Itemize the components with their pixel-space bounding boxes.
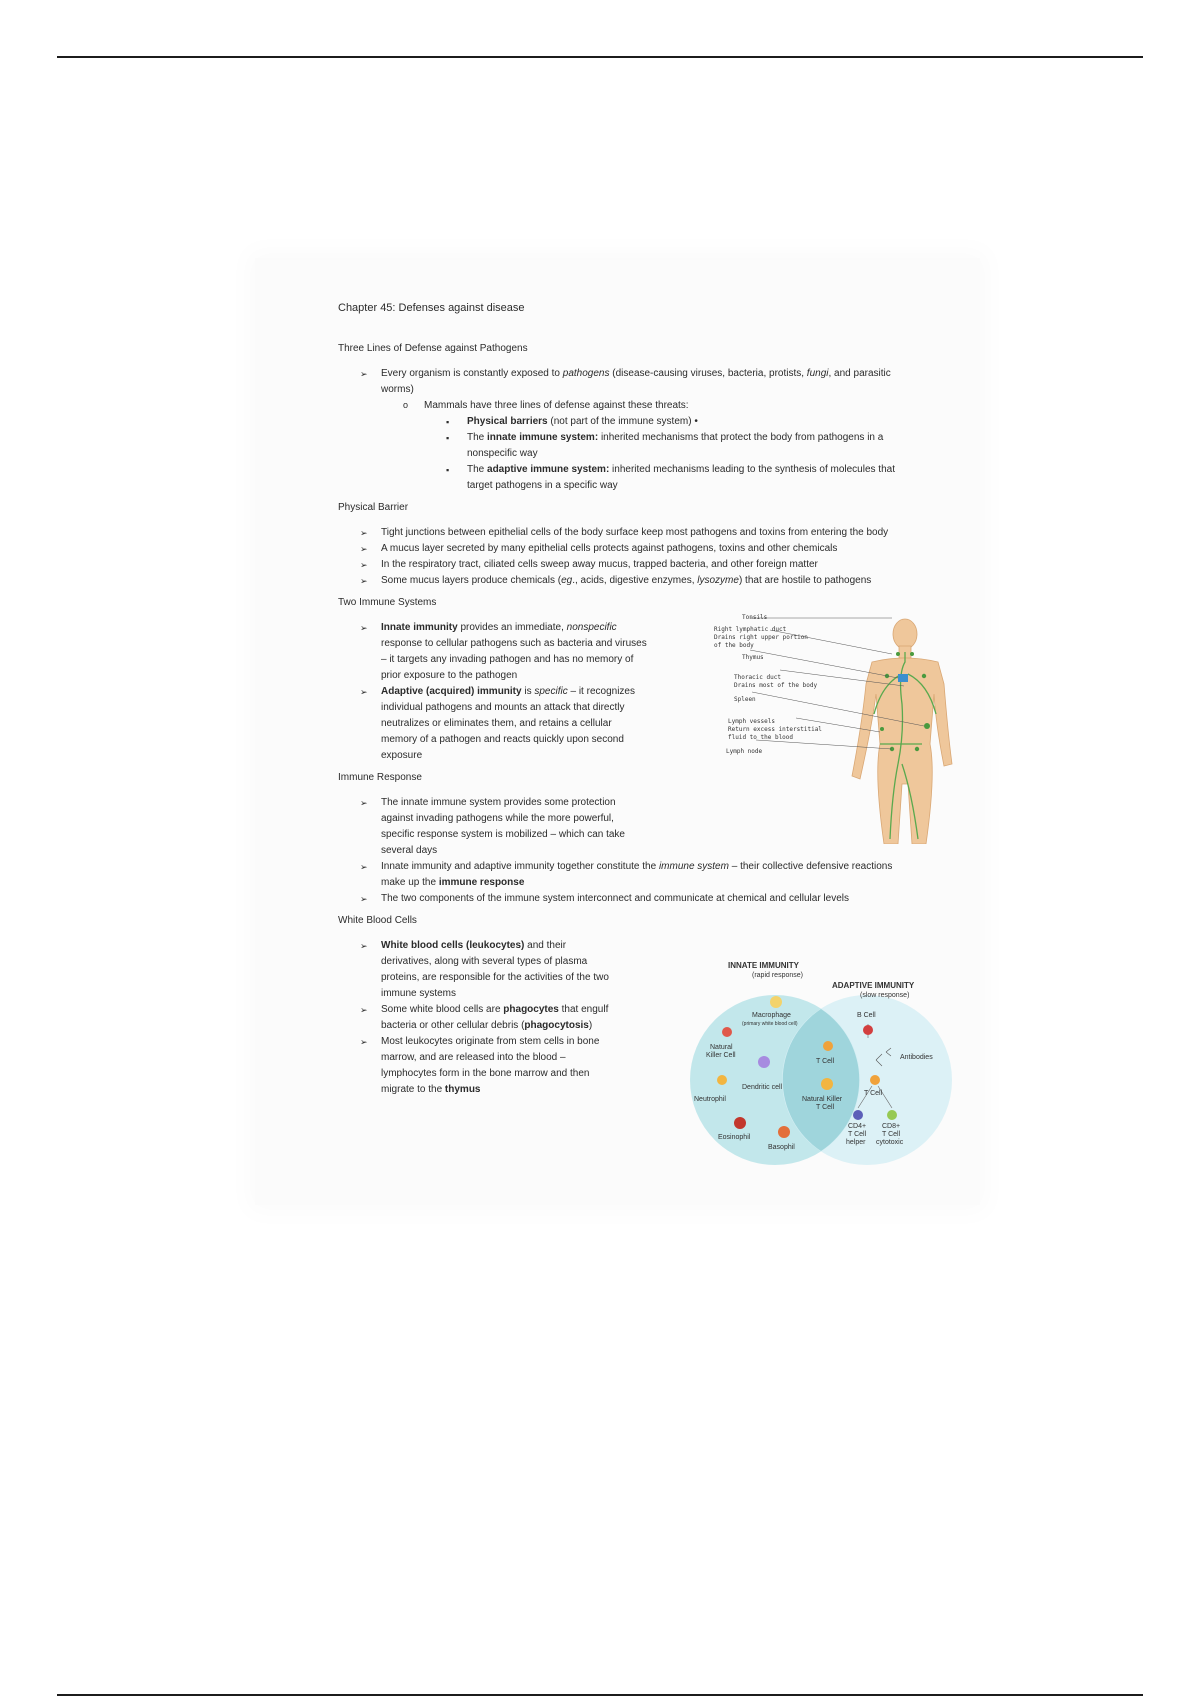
top-rule (57, 56, 1143, 58)
list-item: ➢ The innate immune system provides some protection against invading pathogens while the more powerful, specific response system is mobilized – which can take several days (338, 795, 648, 859)
label-cd8: CD8+ (882, 1123, 901, 1130)
label-antibodies: Antibodies (900, 1054, 933, 1061)
innate-immunity-subtitle: (rapid response) (752, 972, 803, 979)
label-b-cell: B Cell (857, 1012, 876, 1019)
list-physical-barrier (338, 525, 913, 589)
bottom-rule (57, 1694, 1143, 1696)
list-item: ➢ Innate immunity and adaptive immunity together constitute the immune system – their collective defensive reactions make up the immune response (338, 859, 913, 891)
label-cd4: CD4+ (848, 1123, 867, 1130)
label-lymph-node: Lymph node (726, 748, 763, 755)
label-cd4-t-cell: T Cell (848, 1131, 867, 1138)
list-item: ▪ Physical barriers (not part of the immune system) • (338, 414, 913, 430)
label-natural-killer-t-2: T Cell (816, 1104, 835, 1111)
list-item: ➢ Some white blood cells are phagocytes that engulf bacteria or other cellular debris (phagocytosis) (338, 1002, 613, 1034)
label-fluid-blood: fluid to the blood (728, 734, 794, 741)
heading-physical-barrier: Physical Barrier (338, 502, 409, 513)
list-item: ➢ Every organism is constantly exposed to pathogens (disease-causing viruses, bacteria, protists, fungi, and parasitic worms) (338, 366, 913, 398)
label-return-excess: Return excess interstitial (728, 726, 822, 733)
label-eosinophil: Eosinophil (718, 1134, 751, 1141)
label-natural-killer: Natural (710, 1044, 733, 1051)
label-drains-most: Drains most of the body (734, 682, 818, 689)
list-three-lines (338, 366, 913, 494)
list-item: ▪ The innate immune system: inherited mechanisms that protect the body from pathogens in a nonspecific way (338, 430, 913, 462)
label-natural-killer-2: Killer Cell (706, 1052, 736, 1059)
label-neutrophil: Neutrophil (694, 1096, 726, 1103)
list-item: ➢ Adaptive (acquired) immunity is specific – it recognizes individual pathogens and mounts an attack that directly neutralizes or eliminates them, and retains a cellular memory of a pathogen and reacts quickly upon second exposure (338, 684, 648, 764)
label-spleen: Spleen (734, 696, 756, 703)
heading-immune-response: Immune Response (338, 772, 422, 783)
label-cd8-cytotoxic: cytotoxic (876, 1139, 904, 1146)
list-item: ➢ Tight junctions between epithelial cells of the body surface keep most pathogens and toxins from entering the body (338, 525, 913, 541)
heading-three-lines: Three Lines of Defense against Pathogens (338, 343, 528, 354)
list-item: ➢ Some mucus layers produce chemicals (eg., acids, digestive enzymes, lysozyme) that are hostile to pathogens (338, 573, 913, 589)
adaptive-immunity-title: ADAPTIVE IMMUNITY (832, 981, 915, 990)
list-item: ➢ Most leukocytes originate from stem cells in bone marrow, and are released into the blood – lymphocytes form in the bone marrow and then migrate to the thymus (338, 1034, 613, 1098)
label-t-cell-adaptive: T Cell (864, 1090, 883, 1097)
label-natural-killer-t: Natural Killer (802, 1096, 843, 1103)
list-item: ➢ The two components of the immune system interconnect and communicate at chemical and cellular levels (338, 891, 913, 907)
label-basophil: Basophil (768, 1144, 795, 1151)
label-of-the-body: of the body (714, 642, 754, 649)
adaptive-immunity-subtitle: (slow response) (860, 992, 910, 999)
immunity-venn-figure (680, 960, 962, 1170)
list-item: ▪ The adaptive immune system: inherited mechanisms leading to the synthesis of molecules that target pathogens in a specific way (338, 462, 913, 494)
heading-white-blood: White Blood Cells (338, 915, 417, 926)
list-white-blood (338, 938, 613, 1098)
label-lymph-vessels: Lymph vessels (728, 718, 775, 725)
list-two-systems (338, 620, 648, 764)
list-item: ➢ Innate immunity provides an immediate, nonspecific response to cellular pathogens such as bacteria and viruses – it targets any invading pathogen and has no memory of prior exposure to the pathogen (338, 620, 648, 684)
label-dendritic-cell: Dendritic cell (742, 1084, 783, 1091)
lymphatic-system-figure (712, 614, 957, 844)
label-right-lymphatic-duct: Right lymphatic duct (714, 626, 787, 633)
label-cd8-t-cell: T Cell (882, 1131, 901, 1138)
list-item: ➢ A mucus layer secreted by many epithelial cells protects against pathogens, toxins and other chemicals (338, 541, 913, 557)
label-macrophage-sub: (primary white blood cell) (742, 1021, 798, 1027)
label-thymus: Thymus (742, 654, 764, 661)
label-tonsils: Tonsils (742, 614, 768, 621)
innate-immunity-title: INNATE IMMUNITY (728, 961, 799, 970)
list-item: ➢ White blood cells (leukocytes) and their derivatives, along with several types of plasma proteins, are responsible for the activities of the two immune systems (338, 938, 613, 1002)
heading-two-systems: Two Immune Systems (338, 597, 437, 608)
label-cd4-helper: helper (846, 1139, 866, 1146)
label-thoracic-duct: Thoracic duct (734, 674, 781, 681)
list-item: o Mammals have three lines of defense against these threats: (338, 398, 913, 414)
label-t-cell-overlap: T Cell (816, 1058, 835, 1065)
label-drains-right-upper: Drains right upper portion (714, 634, 808, 641)
list-item: ➢ In the respiratory tract, ciliated cells sweep away mucus, trapped bacteria, and other foreign matter (338, 557, 913, 573)
page-title: Chapter 45: Defenses against disease (338, 302, 525, 314)
label-macrophage: Macrophage (752, 1012, 791, 1019)
